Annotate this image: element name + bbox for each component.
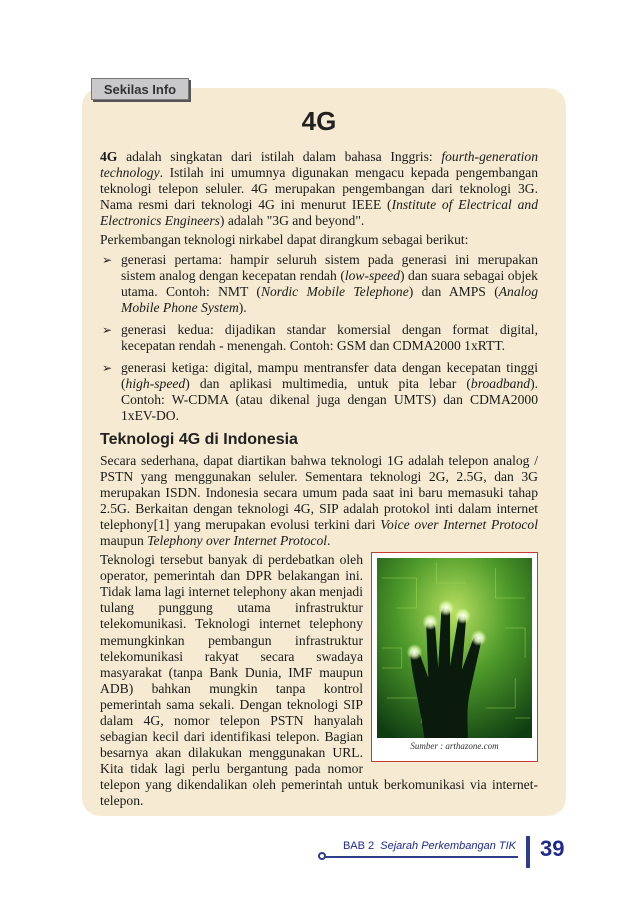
paragraph-technology (100, 453, 538, 550)
footer-chapter-label: BAB 2 (342, 840, 375, 852)
section-heading: Teknologi 4G di Indonesia (100, 430, 298, 448)
arrow-bullet-icon: ➢ (102, 252, 113, 267)
intro-text-3: ) adalah "3G and beyond". (219, 213, 365, 229)
intro-italic-1: fourth-generation technology (100, 149, 538, 181)
bullet-italic: high-speed (125, 376, 186, 392)
bullet-italic: Analog Mobile Phone System (121, 283, 539, 315)
footer-line (322, 856, 518, 858)
bullet-text: generasi pertama: hampir seluruh sistem pada generasi ini merupakan sistem analog dengan kecepatan rendah ( (121, 251, 538, 283)
page-number: 39 (540, 836, 565, 861)
para-italic: Voice over Internet Protocol (380, 516, 539, 532)
bullet-text: ). Contoh: W-CDMA (atau dikenal juga dengan UMTS) dan CDMA2000 1xEV-DO. (121, 376, 538, 424)
para-text: Secara sederhana, dapat diartikan bahwa teknologi 1G adalah telepon analog / PSTN yang menggunakan seluler. Sementara teknologi 2G, 2.5G, dan 3G merupakan ISDN. Indonesia secara umum pada saat ini baru memasuki tahap 2.5G. Berkaitan dengan teknologi 4G, SIP adalah protokol inti dalam internet telephony[1] yang merupakan evolusi terkini dari (100, 452, 538, 532)
intro-text-1: adalah singkatan dari istilah dalam bahasa Inggris: (117, 149, 442, 164)
bullet-text: ) dan suara sebagai objek utama. Contoh: NMT ( (121, 267, 538, 299)
lead-paragraph: Perkembangan teknologi nirkabel dapat dirangkum sebagai berikut: (100, 232, 469, 248)
info-content (100, 100, 538, 813)
figure-caption: Sumber : arthazone.com (410, 741, 499, 752)
generation-list (100, 252, 538, 425)
page-number-bar (526, 836, 530, 868)
paragraph-internet-telephony: Teknologi tersebut banyak di perdebatkan oleh operator, pemerintah dan DPR belakangan ini. Tidak lama lagi internet telephony akan menjadi tulang punggung utama infrastruktur telekomunikasi. Teknologi internet telephony memungkinkan pembangun infrastruktur telekomunikasi rakyat secara swadaya masyarakat (tanpa Bank Dunia, IMF maupun ADB) bahkan mungkin tanpa kontrol pemerintah sama sekali. Dengan teknologi SIP dalam 4G, nomor telepon PSTN hanyalah sebagian kecil dari identifikasi telepon. Bagian besarnya akan dilakukan menggunakan URL. Kita tidak lagi perlu bergantung pada nomor telepon yang dikendalikan oleh pemerintah untuk berkomunikasi via internet-telepon. (100, 552, 538, 809)
arrow-bullet-icon: ➢ (102, 322, 113, 337)
footer-chapter-title: Sejarah Perkembangan TIK (380, 840, 516, 852)
bullet-text: ) dan AMPS ( (408, 283, 499, 299)
bullet-text: ) dan aplikasi multimedia, untuk pita lebar ( (185, 376, 471, 392)
list-item (100, 322, 538, 354)
intro-term: 4G (100, 149, 118, 164)
bullet-italic: broadband (470, 376, 531, 392)
intro-italic-2: Institute of Electrical and Electronics Engineers (100, 197, 538, 229)
bullet-italic: Nordic Mobile Telephone (260, 283, 409, 299)
para-italic: Telephony over Internet Protocol (147, 532, 328, 548)
para-text: maupun (100, 532, 148, 548)
bullet-text: generasi kedua: dijadikan standar komersial dengan format digital, kecepatan rendah - menengah. Contoh: GSM dan CDMA2000 1xRTT. (121, 321, 538, 354)
list-item (100, 360, 538, 424)
sekilas-info-tag: Sekilas Info (91, 78, 189, 100)
para-text: . (327, 532, 331, 548)
bullet-italic: low-speed (344, 267, 400, 283)
bullet-text: ). (238, 299, 247, 315)
list-item (100, 252, 538, 316)
glowing-hand-image (377, 558, 532, 738)
page-title: 4G (301, 106, 337, 136)
intro-text-2: . Istilah ini umumnya digunakan mengacu kepada pengembangan teknologi telepon seluler. 4G merupakan pengembangan dari teknologi 3G. Nama resmi dari teknologi 4G ini menurut IEEE ( (100, 165, 538, 213)
bullet-text: generasi ketiga: digital, mampu mentransfer data dengan kecepatan tinggi ( (121, 360, 538, 392)
footer-chapter (340, 840, 516, 852)
intro-paragraph (100, 149, 538, 229)
arrow-bullet-icon: ➢ (102, 361, 113, 376)
footer-circle-icon (318, 852, 326, 860)
figure-hand-image (371, 552, 538, 762)
